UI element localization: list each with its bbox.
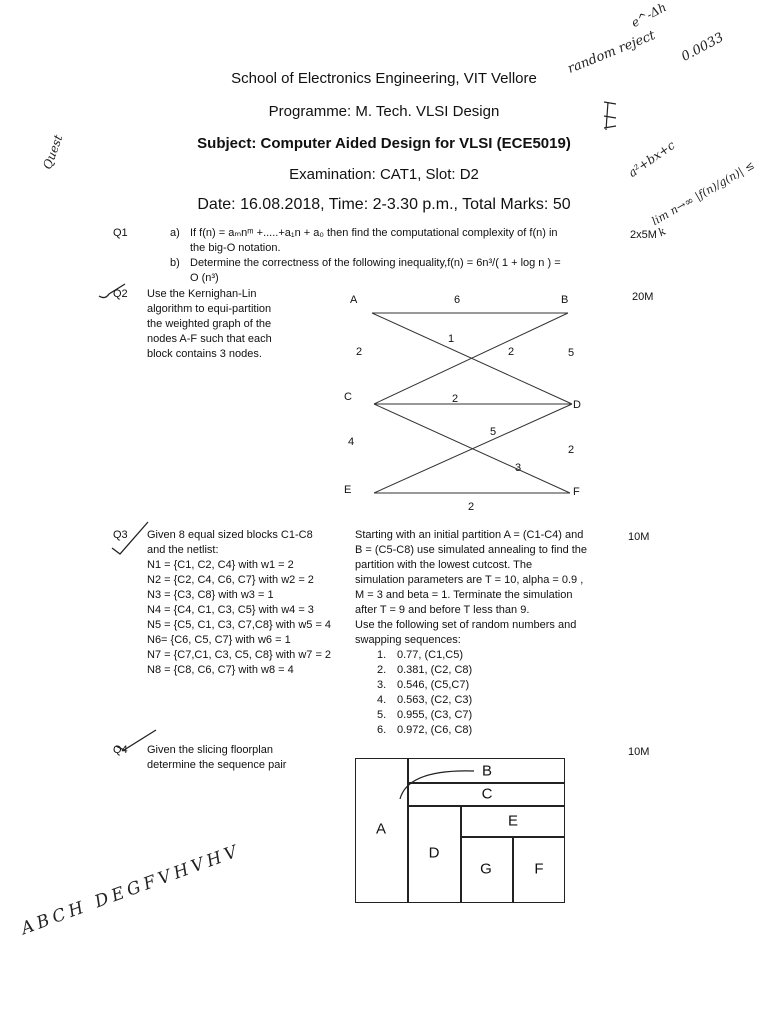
node-d: D [573,399,581,411]
q3-left-line: N2 = {C2, C4, C6, C7} with w2 = 2 [147,574,314,586]
sequence-item [377,693,615,708]
sequence-index: 2. [377,664,387,676]
q1-marks: 2x5M [630,229,657,241]
q1-number: Q1 [113,227,128,239]
handwritten-note-random: random reject [565,28,658,77]
slicing-floorplan [355,758,565,903]
q2-line: algorithm to equi-partition [147,303,272,315]
q3-right-line: Starting with an initial partition A = (C1-C4) and [355,529,584,541]
sequence-item [377,663,615,678]
sequence-value: 0.381, (C2, C8) [397,664,473,676]
weight-bc: 2 [508,346,515,358]
block-e: E [507,812,519,830]
sequence-index: 3. [377,679,387,691]
weight-ce: 4 [348,436,355,448]
q3-marks: 10M [628,531,650,543]
tick-mark-icon [108,520,158,560]
weight-ac: 2 [356,346,363,358]
q2-line: Use the Kernighan-Lin [147,288,257,300]
q2-marks: 20M [632,291,654,303]
node-c: C [344,391,352,403]
sequence-item [377,723,615,738]
q2-line: block contains 3 nodes. [147,348,262,360]
handwritten-note-left: Quest [40,132,66,172]
sequence-index: 1. [377,649,387,661]
q3-left-line: N6= {C6, C5, C7} with w6 = 1 [147,634,291,646]
sequence-value: 0.77, (C1,C5) [397,649,464,661]
q1-a-line2: the big-O notation. [190,242,281,254]
node-f: F [573,486,580,498]
weight-ad: 1 [448,333,455,345]
q4-line: determine the sequence pair [147,759,287,771]
subject-line: Subject: Computer Aided Design for VLSI (ECE5019) [197,135,571,152]
weight-ab: 6 [454,294,461,306]
node-b: B [561,294,569,306]
tick-mark-icon [112,728,162,758]
q3-left-line: N1 = {C1, C2, C4} with w1 = 2 [147,559,294,571]
q3-right-line: simulation parameters are T = 10, alpha = 0.9 , [355,574,584,586]
block-d: D [428,844,440,862]
sequence-value: 0.563, (C2, C3) [397,694,473,706]
weight-de: 5 [490,426,497,438]
block-f: F [534,860,544,878]
q3-netlist [147,528,352,678]
q2-line: nodes A-F such that each [147,333,272,345]
scribble-icon [598,98,622,134]
school-title: School of Electronics Engineering, VIT Vellore [231,70,537,87]
q3-description [355,528,615,738]
q3-left-line: Given 8 equal sized blocks C1-C8 [147,529,313,541]
q3-right-line: partition with the lowest cutcost. The [355,559,533,571]
sequence-index: 4. [377,694,387,706]
q2-number: Q2 [113,288,128,300]
sequence-value: 0.972, (C6, C8) [397,724,473,736]
q3-number: Q3 [113,529,128,541]
programme-line: Programme: M. Tech. VLSI Design [268,103,500,120]
q3-left-line: N5 = {C5, C1, C3, C7,C8} with w5 = 4 [147,619,332,631]
q3-left-line: N7 = {C7,C1, C3, C5, C8} with w7 = 2 [147,649,332,661]
q3-left-line: N4 = {C4, C1, C3, C5} with w4 = 3 [147,604,314,616]
block-c: C [481,785,493,803]
q4-marks: 10M [628,746,650,758]
q4-number: Q4 [113,744,128,756]
block-g: G [480,860,492,878]
date-line: Date: 16.08.2018, Time: 2-3.30 p.m., Total Marks: 50 [197,196,571,213]
exam-line: Examination: CAT1, Slot: D2 [289,166,479,183]
q1-b-line1: Determine the correctness of the following inequality,f(n) = 6n³/( 1 + log n ) = [190,257,561,269]
handwritten-sequence-answer: ABCH DEGFVHVHV [18,840,244,940]
q2-text [147,287,307,362]
sequence-index: 5. [377,709,387,721]
handwritten-note-limit: lim n→∞ |f(n)/g(n)| ≤ k [649,158,757,240]
block-a: A [375,820,387,838]
weight-ef: 2 [468,501,475,513]
q2-line: the weighted graph of the [147,318,272,330]
handwritten-arrow [356,759,566,904]
sequence-item [377,678,615,693]
tick-mark-icon [95,280,135,310]
weight-bd: 5 [568,347,575,359]
q4-line: Given the slicing floorplan [147,744,273,756]
q4-text [147,743,286,773]
q1-b-line2: O (n³) [190,272,219,284]
q3-right-line: after T = 9 and before T less than 9. [355,604,530,616]
weight-df: 2 [568,444,575,456]
q1-a-line1: If f(n) = aₘnᵐ +.....+a₁n + a₀ then find the computational complexity of f(n) in [190,227,558,239]
q3-left-line: and the netlist: [147,544,219,556]
q1-a-label: a) [170,227,180,239]
weight-cd: 2 [452,393,459,405]
sequence-value: 0.955, (C3, C7) [397,709,473,721]
handwritten-note-poly: a²+bx+c [625,137,678,181]
q3-sequence-list [355,648,615,738]
q1-b-label: b) [170,257,180,269]
handwritten-note-value: 0.0033 [679,30,727,65]
kl-graph [330,285,610,515]
q3-right-line: swapping sequences: [355,634,461,646]
q3-left-line: N8 = {C8, C6, C7} with w8 = 4 [147,664,294,676]
sequence-value: 0.546, (C5,C7) [397,679,470,691]
block-b: B [481,762,493,780]
sequence-index: 6. [377,724,387,736]
q3-right-line: B = (C5-C8) use simulated annealing to find the [355,544,588,556]
sequence-item [377,648,615,663]
handwritten-note-exp: e^-Δh [628,0,669,31]
node-e: E [344,484,352,496]
sequence-item [377,708,615,723]
weight-cf: 3 [515,462,522,474]
q3-right-line: Use the following set of random numbers and [355,619,577,631]
node-a: A [350,294,358,306]
q3-left-line: N3 = {C3, C8} with w3 = 1 [147,589,274,601]
q3-right-line: M = 3 and beta = 1. Terminate the simulation [355,589,573,601]
